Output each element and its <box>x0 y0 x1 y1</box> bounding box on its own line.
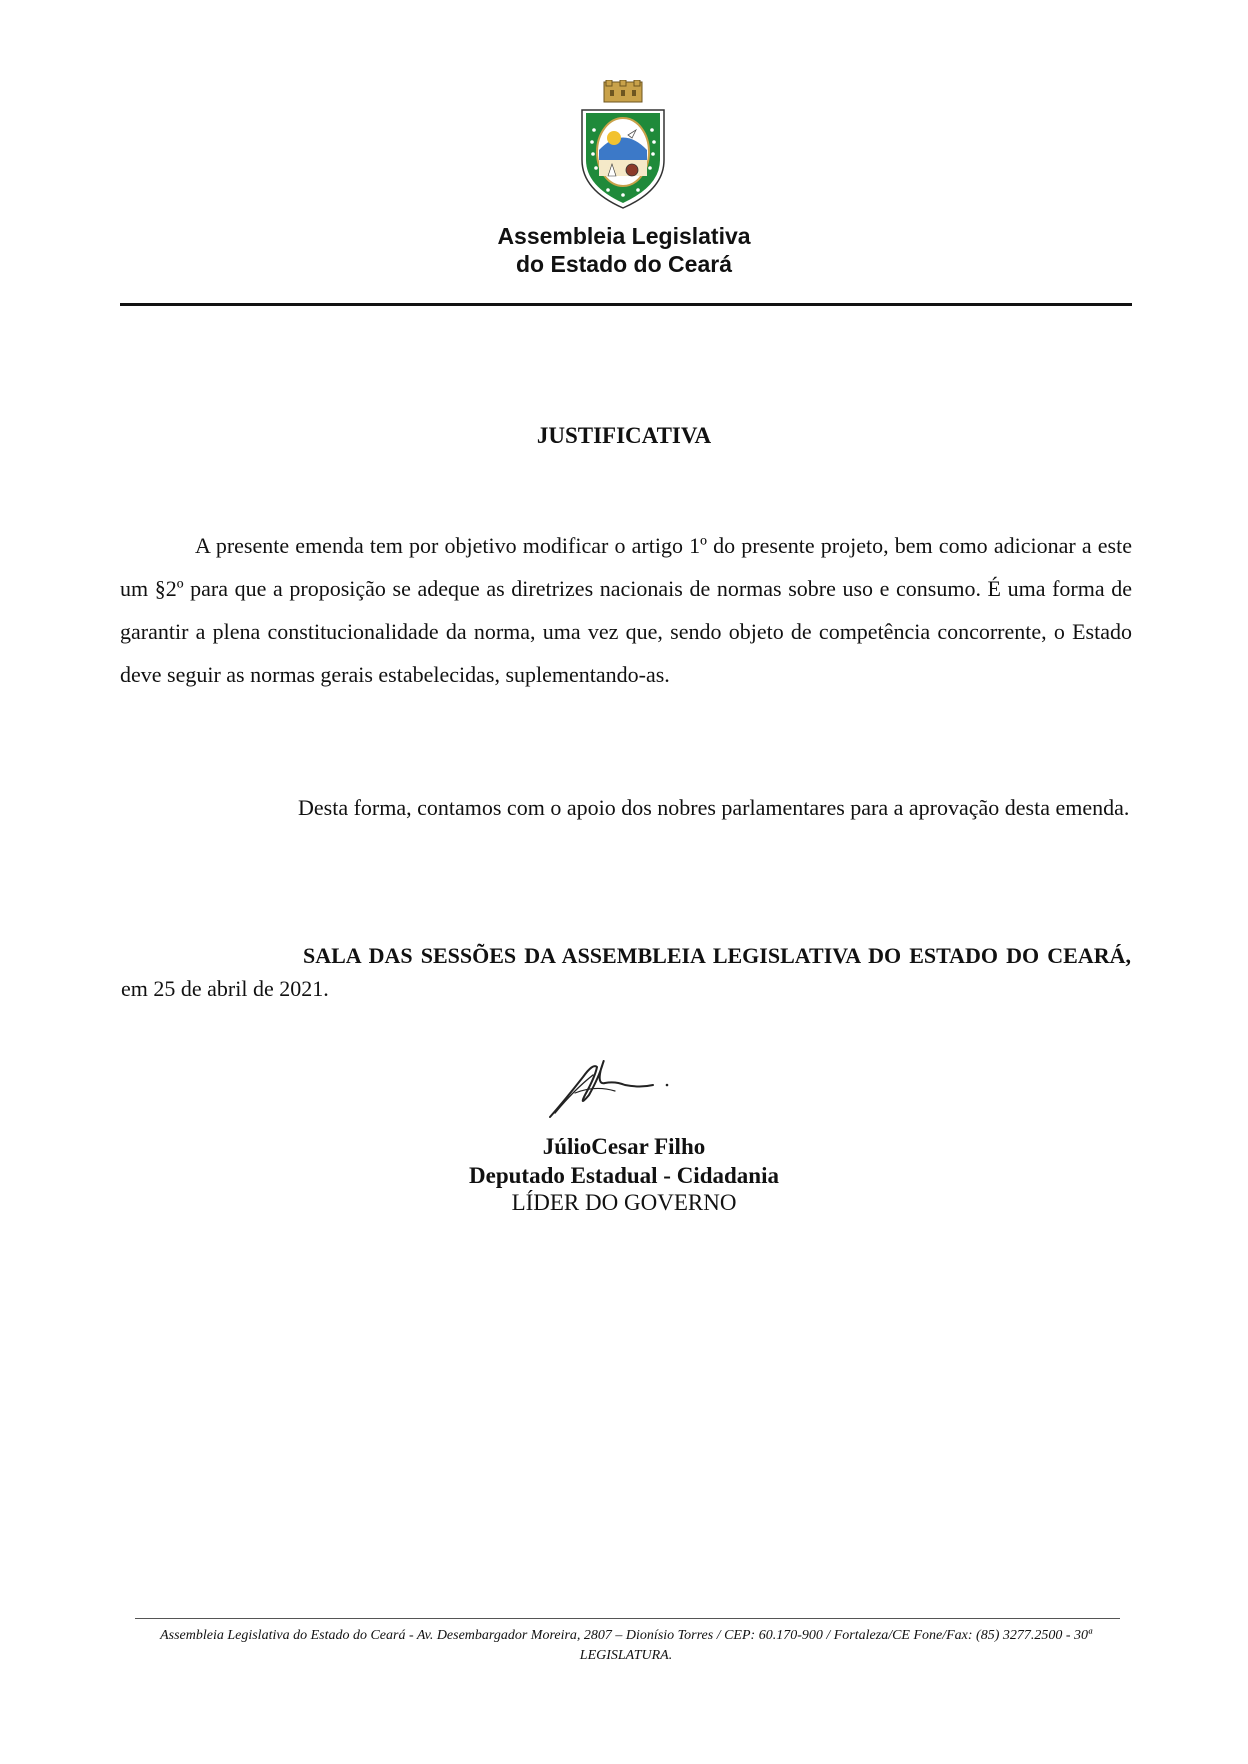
footer-divider <box>135 1618 1120 1619</box>
organization-name-line2: do Estado do Ceará <box>516 251 732 277</box>
signatory-role: Deputado Estadual - Cidadania <box>469 1163 779 1188</box>
footer-address: Assembleia Legislativa do Estado do Ceará - Av. Desembargador Moreira, 2807 – Dionísio Torres / CEP: 60.170-900 / Fortaleza/CE Fone/Fax: (85) 3277.2500 - 30ª LEGISLATURA. <box>160 1628 1092 1663</box>
justification-paragraph-1: A presente emenda tem por objetivo modificar o artigo 1º do presente projeto, bem como adicionar a este um §2º para que a proposição se adeque as diretrizes nacionais de normas sobre uso e consumo. É uma forma de garantir a plena constitucionalidade da norma, uma vez que, sendo objeto de competência concorrente, o Estado deve seguir as normas gerais estabelecidas, suplementando-as. <box>120 533 1132 687</box>
document-heading: JUSTIFICATIVA <box>536 423 712 448</box>
state-coat-of-arms-icon <box>576 80 670 210</box>
handwritten-signature-icon <box>545 1055 675 1125</box>
organization-name-line1: Assembleia Legislativa <box>497 223 751 249</box>
signatory-name: JúlioCesar Filho <box>542 1134 706 1159</box>
signatory-office: LÍDER DO GOVERNO <box>511 1190 737 1215</box>
closing-date: em 25 de abril de 2021. <box>121 976 329 1001</box>
closing-statement <box>121 939 1131 1005</box>
header-divider <box>120 303 1132 306</box>
closing-session-room: SALA DAS SESSÕES DA ASSEMBLEIA LEGISLATIVA DO ESTADO DO CEARÁ, <box>303 943 1131 968</box>
justification-paragraph-2: Desta forma, contamos com o apoio dos nobres parlamentares para a aprovação desta emenda. <box>298 795 1130 820</box>
